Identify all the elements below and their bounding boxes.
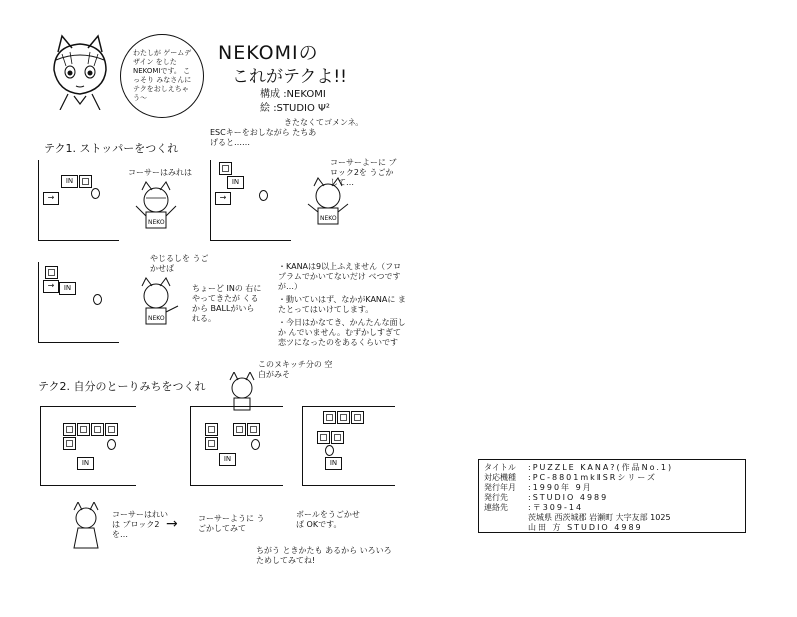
arrow-block: → [43,280,59,293]
info-row-contact [484,503,740,513]
block [331,431,344,444]
tech2-top-caption: このヌキッチ分の 空白がみそ [258,360,333,379]
esc-note: ESCキーをおしながら たちあげると…… [210,128,317,147]
in-block: IN [61,175,78,188]
tech2-panel-1-caption: コーサーはれいは ブロック2を… [112,510,168,539]
tech1-heading: テク1. ストッパーをつくれ [44,142,179,155]
cat-girl-icon [222,372,262,412]
info-row-date [484,483,740,493]
tech2-footer: ちがう ときかたも あるから いろいろ ためしてみてね! [256,546,392,565]
nekomi-portrait [40,30,120,110]
arrow-right-icon: → [166,516,178,532]
info-label [484,523,528,533]
cat-girl-icon [128,276,184,332]
cat-character [128,276,184,336]
credit-value: きたなくてゴメンネ。 [284,118,364,127]
block [351,411,364,424]
in-block: IN [219,453,236,466]
info-value: 茨城県 西茨城郡 岩瀬町 大字友部 1025 [528,513,671,522]
info-value: :STUDIO 4989 [528,493,609,502]
info-value: 山田 方 STUDIO 4989 [528,523,643,532]
credit-row-art [260,102,363,116]
block [77,423,90,436]
credit-label: 絵 [260,103,270,114]
cat-character [222,372,262,416]
credit-value: :STUDIO Ψ² [273,103,330,114]
info-row-publisher [484,493,740,503]
neko-text: NEKO [320,215,337,222]
tech1-panel-2 [210,160,291,241]
ball [107,439,116,450]
info-label: 発行年月 [484,483,516,492]
info-row-address [484,513,740,523]
info-label: 発行先 [484,493,508,502]
in-block: IN [59,282,76,295]
block [205,437,218,450]
neko-text: NEKO [148,219,165,226]
cat-character [66,502,106,556]
block [205,423,218,436]
info-label [484,513,528,523]
credit-label: 構成 [260,89,280,100]
ball [259,190,268,201]
cat-character [128,180,184,240]
in-block: IN [227,176,244,189]
info-label: 対応機種 [484,473,516,482]
block [233,423,246,436]
page-title: NEKOMIの [218,42,319,64]
credits [260,88,363,130]
tech1-panel-3 [38,262,119,343]
block [45,266,58,279]
cat-girl-icon [66,502,106,552]
note-item: ・動いていはず、なかがKANAに またとってはいけてします。 [278,295,406,314]
info-label: タイトル [484,463,516,472]
cat-girl-icon [300,176,356,232]
tech1-panel-1 [38,160,119,241]
block [317,431,330,444]
in-block: IN [325,457,342,470]
intro-bubble-text: わたしが ゲームデザイン をしたNEKOMIです。 こっそり みなさんに テクをおしえちゃう〜 [133,49,192,102]
block [91,423,104,436]
tech2-heading: テク2. 自分のとーりみちをつくれ [38,380,206,393]
tech1-panel-3-caption-b: ちょーど INの 右にやってきたが くるから BALLがいられる。 [192,284,262,323]
info-row-platform [484,473,740,483]
arrow-block: → [43,192,59,205]
tech2-panel-3-caption: ボールをうごかせば OKです。 [296,510,360,529]
credit-value: :NEKOMI [283,89,326,100]
tech2-panel-1 [40,406,136,486]
neko-text: NEKO [148,315,165,322]
info-value: :PC-8801mkⅡSRシリーズ [528,473,657,482]
block [79,175,92,188]
page-subtitle: これがテクよ!! [232,67,347,87]
ball [251,439,260,450]
ball [93,294,102,305]
product-info-box [478,459,746,533]
tech2-panel-3 [302,406,395,486]
info-label: 連絡先 [484,503,508,512]
note-item: ・KANAは9以上ふえません（フロプラムでかいてないだけ べつですが…） [278,262,402,291]
block [337,411,350,424]
in-block: IN [77,457,94,470]
tech2-panel-2 [190,406,283,486]
block [105,423,118,436]
block [63,437,76,450]
note-item: ・今日はかなてき、かんたんな面しか んでいません。むずかしすぎて 恋ツになったのをあるくらいです [278,318,406,347]
block [63,423,76,436]
block [323,411,336,424]
block [247,423,260,436]
ball [325,445,334,456]
info-row-title [484,463,740,473]
info-value: :PUZZLE KANA?(作品No.1) [528,463,674,472]
girl-face-icon [40,30,120,110]
credit-row-composition [260,88,363,102]
tech2-panel-2-caption: コーサーように うごかしてみて [198,514,265,533]
tech1-notes [278,262,408,348]
intro-speech-bubble [120,34,204,118]
tech1-panel-1-caption: コーサーはみれは [128,168,192,177]
cat-girl-icon [128,180,184,236]
block [219,162,232,175]
info-value: :1990年 9月 [528,483,593,492]
tech1-panel-2-caption: コーサーよーに ブロック2を うごかして… [330,158,397,187]
tech1-panel-3-caption-a: やじるしを うごかせば [150,254,209,273]
info-value: :〒309-14 [528,503,584,512]
cat-character [300,176,356,236]
ball [91,188,100,199]
info-row-care-of [484,523,740,533]
arrow-block: → [215,192,231,205]
